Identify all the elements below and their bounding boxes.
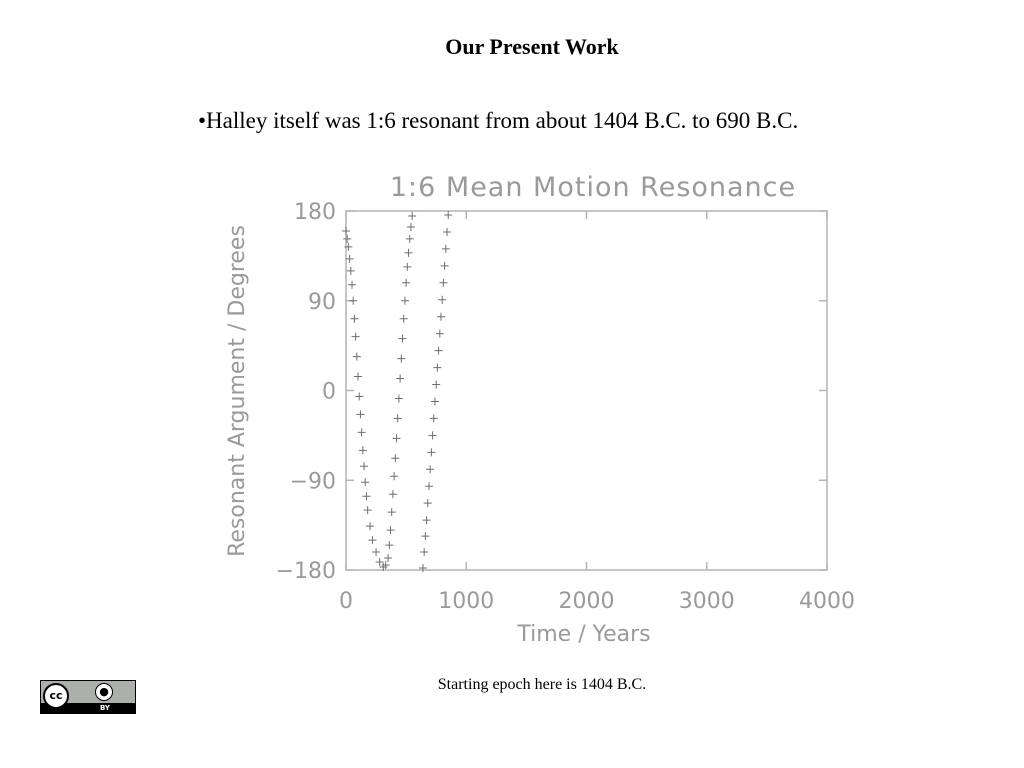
data-point (439, 279, 447, 287)
data-point (348, 281, 356, 289)
y-tick-label: −90 (289, 469, 336, 495)
data-point (364, 506, 372, 514)
data-point (358, 428, 366, 436)
data-point (349, 297, 357, 305)
data-point (352, 333, 360, 341)
data-point (402, 279, 410, 287)
data-point (347, 267, 355, 275)
data-point (421, 532, 429, 540)
data-point (442, 245, 450, 253)
y-tick-label: 0 (322, 379, 336, 405)
data-point (384, 554, 392, 562)
data-point (350, 315, 358, 323)
y-tick-label: −180 (275, 559, 336, 584)
data-point (359, 446, 367, 454)
data-point (356, 410, 364, 418)
data-point (366, 522, 374, 530)
data-point (425, 482, 433, 490)
cc-by-license-badge (40, 680, 136, 714)
data-point (399, 335, 407, 343)
data-point (372, 548, 380, 556)
y-tick-label: 90 (308, 289, 336, 315)
data-point (342, 227, 350, 235)
data-point (343, 235, 351, 243)
x-tick-label: 1000 (438, 589, 495, 614)
creative-commons-icon: cc (43, 683, 69, 709)
data-point (435, 347, 443, 355)
data-point (395, 394, 403, 402)
data-point (444, 211, 452, 219)
data-point (361, 478, 369, 486)
data-point (406, 235, 414, 243)
slide-bullet-text: •Halley itself was 1:6 resonant from about 1404 B.C. to 690 B.C. (198, 108, 799, 133)
chart-xlabel: Time / Years (517, 622, 651, 647)
data-point (400, 315, 408, 323)
data-point (353, 353, 361, 361)
data-point (401, 297, 409, 305)
data-point (393, 434, 401, 442)
data-point (405, 249, 413, 257)
data-point (386, 526, 394, 534)
data-point (431, 397, 439, 405)
data-point (443, 228, 451, 236)
data-point (432, 381, 440, 389)
data-points (342, 211, 452, 572)
data-point (433, 364, 441, 372)
data-point (427, 448, 435, 456)
axis-ticks (346, 211, 827, 570)
data-point (388, 508, 396, 516)
data-point (429, 431, 437, 439)
data-point (436, 330, 444, 338)
data-point (390, 472, 398, 480)
data-point (354, 373, 362, 381)
data-point (430, 414, 438, 422)
data-point (403, 263, 411, 271)
data-point (385, 541, 393, 549)
data-point (420, 548, 428, 556)
x-tick-label: 2000 (558, 589, 615, 614)
data-point (437, 313, 445, 321)
chart-title: 1:6 Mean Motion Resonance (389, 172, 797, 203)
data-point (441, 262, 449, 270)
data-point (389, 490, 397, 498)
data-point (407, 223, 415, 231)
data-point (360, 462, 368, 470)
data-point (362, 492, 370, 500)
data-point (396, 375, 404, 383)
figure-caption: Starting epoch here is 1404 B.C. (437, 676, 647, 693)
data-point (408, 212, 416, 220)
by-label: BY (99, 704, 111, 712)
x-tick-label: 4000 (799, 589, 855, 614)
data-point (394, 414, 402, 422)
data-point (391, 454, 399, 462)
plot-frame (346, 211, 827, 570)
x-tick-label: 3000 (678, 589, 735, 614)
data-point (355, 392, 363, 400)
attribution-person-icon: ● (95, 683, 113, 701)
x-tick-label: 0 (339, 589, 353, 614)
slide-title: Our Present Work (445, 34, 619, 59)
chart-ylabel: Resonant Argument / Degrees (225, 225, 250, 557)
y-tick-label: 180 (294, 200, 336, 225)
axis-tick-labels (276, 200, 855, 614)
data-point (424, 499, 432, 507)
data-point (426, 465, 434, 473)
data-point (438, 296, 446, 304)
data-point (419, 564, 427, 572)
data-point (397, 355, 405, 363)
data-point (346, 255, 354, 263)
data-point (368, 536, 376, 544)
data-point (423, 516, 431, 524)
